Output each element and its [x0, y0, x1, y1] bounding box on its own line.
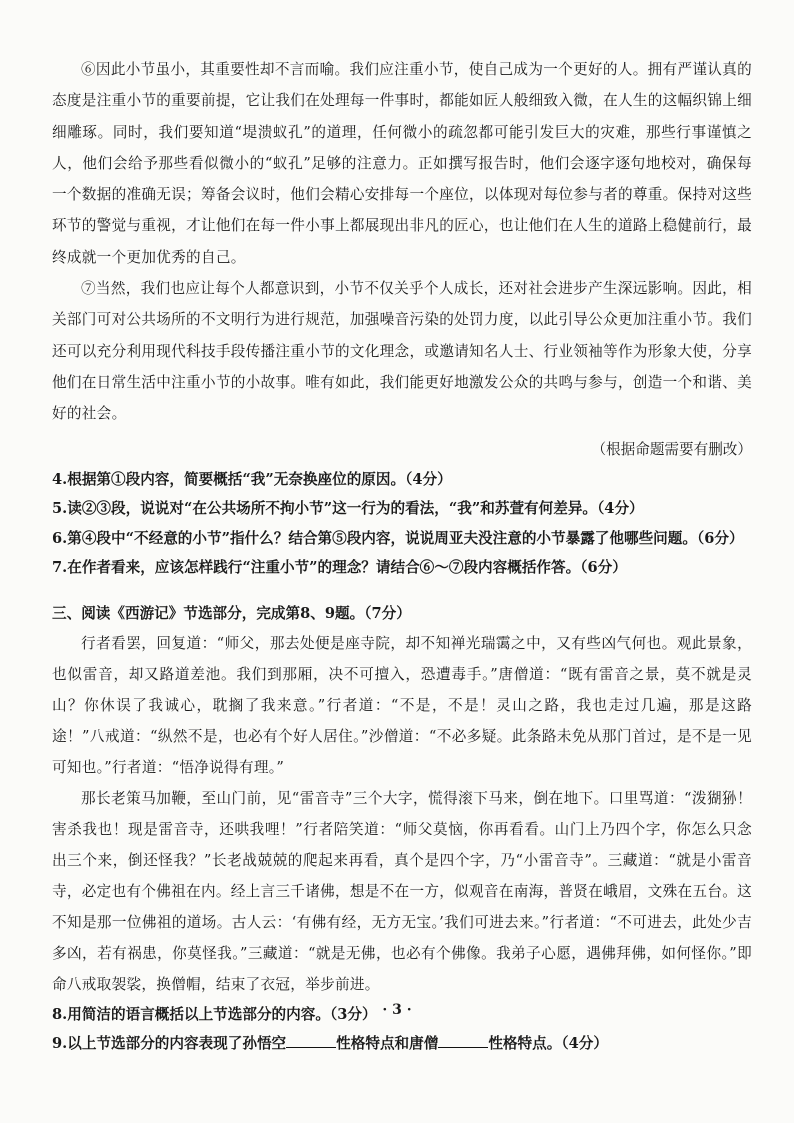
question-5: 5.读②③段，说说对“在公共场所不拘小节”这一行为的看法，“我”和苏萱有何差异。（4分）: [52, 500, 644, 518]
question-4: 4.根据第①段内容，简要概括“我”无奈换座位的原因。（4分）: [52, 470, 452, 488]
question-9-part-3: 性格特点。（4分）: [488, 1035, 608, 1053]
question-9-part-2: 性格特点和唐僧: [336, 1035, 439, 1053]
question-9-part-1: 9.以上节选部分的内容表现了孙悟空: [52, 1035, 287, 1053]
story-paragraph-2: 那长老策马加鞭，至山门前，见“雷音寺”三个大字，慌得滚下马来，倒在地下。口里骂道：“泼猢狲！害杀我也！现是雷音寺，还哄我哩！”行者陪笑道：“师父莫恼，你再看看。山门上乃四个字，你怎么只念出三个来，倒还怪我？”长老战兢兢的爬起来再看，真个是四个字，乃“小雷音寺”。三藏道：“就是小雷音寺，必定也有个佛祖在内。经上言三千诸佛，想是不在一方，似观音在南海，普贤在峨眉，文殊在五台。这不知是那一位佛祖的道场。古人云：‘有佛有经，无方无宝。’我们可进去来。”行者道：“不可进去，此处少吉多凶，若有祸患，你莫怪我。”三藏道：“就是无佛，也必有个佛像。我弟子心愿，遇佛拜佛，如何怪你。”即命八戒取袈裟，换僧帽，结束了衣冠，举步前进。: [52, 789, 753, 993]
question-9: [52, 1029, 752, 1059]
question-8: 8.用简洁的语言概括以上节选部分的内容。（3分）: [52, 1005, 377, 1023]
paragraph-7: ⑦当然，我们也应让每个人都意识到，小节不仅关乎个人成长，还对社会进步产生深远影响。因此，相关部门可对公共场所的不文明行为进行规范，加强噪音污染的处罚力度，以此引导公众更加注重小节。我们还可以充分利用现代科技手段传播注重小节的文化理念，或邀请知名人士、行业领袖等作为形象大使，分享他们在日常生活中注重小节的小故事。唯有如此，我们能更好地激发公众的共鸣与参与，创造一个和谐、美好的社会。: [52, 280, 753, 423]
answer-blank-tangseng[interactable]: [438, 1032, 488, 1048]
question-6: 6.第④段中“不经意的小节”指什么？结合第⑤段内容，说说周亚夫没注意的小节暴露了他哪些问题。（6分）: [52, 529, 744, 547]
page-number: · 3 ·: [382, 1002, 412, 1018]
story-paragraph-1: 行者看罢，回复道：“师父，那去处便是座寺院，却不知禅光瑞霭之中，又有些凶气何也。观此景象，也似雷音，却又路道差池。我们到那厢，决不可擅入，恐遭毒手。”唐僧道：“既有雷音之景，莫不就是灵山？你休误了我诚心，耽搁了我来意。”行者道：“不是，不是！灵山之路，我也走过几遍，那是这路途！”八戒道：“纵然不是，也必有个好人居住。”沙僧道：“不必多疑。此条路未免从那门首过，是不是一见可知也。”行者道：“悟净说得有理。”: [52, 634, 752, 776]
paragraph-6: ⑥因此小节虽小，其重要性却不言而喻。我们应注重小节，使自己成为一个更好的人。拥有严谨认真的态度是注重小节的重要前提，它让我们在处理每一件事时，都能如匠人般细致入微，在人生的这幅织锦上细细雕琢。同时，我们要知道“堤溃蚁孔”的道理，任何微小的疏忽都可能引发巨大的灾难，那些行事谨慎之人，他们会给予那些看似微小的“蚁孔”足够的注意力。正如撰写报告时，他们会逐字逐句地校对，确保每一个数据的准确无误；筹备会议时，他们会精心安排每一个座位，以体现对每位参与者的尊重。保持对这些环节的警觉与重视，才让他们在每一件小事上都展现出非凡的匠心，也让他们在人生的道路上稳健前行，最终成就一个更加优秀的自己。: [52, 61, 753, 266]
exam-page: [52, 54, 752, 1059]
section-three-title: 三、阅读《西游记》节选部分，完成第8、9题。（7分）: [52, 604, 411, 622]
question-7: 7.在作者看来，应该怎样践行“注重小节”的理念？请结合⑥～⑦段内容概括作答。（6分）: [52, 559, 627, 577]
answer-blank-wukong[interactable]: [286, 1032, 336, 1048]
source-note: （根据命题需要有删改）: [591, 440, 752, 458]
